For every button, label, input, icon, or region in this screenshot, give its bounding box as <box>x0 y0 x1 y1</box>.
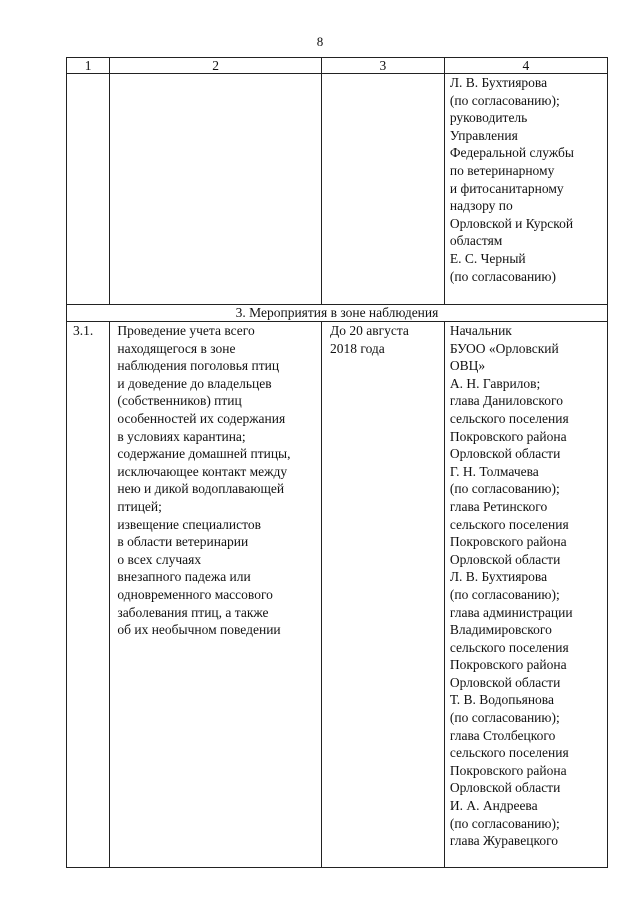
cell-deadline <box>322 74 445 305</box>
header-col-4: 4 <box>444 58 607 74</box>
table-header-row <box>67 58 608 74</box>
row-deadline: До 20 августа 2018 года <box>322 322 445 868</box>
row-responsible: Начальник БУОО «Орловский ОВЦ» А. Н. Гаврилов; глава Даниловского сельского поселения Покровского района Орловской области Г. Н. Толмачева (по согласованию); глава Ретинского сельского поселения Покровского района Орловской области Л. В. Бухтиярова (по согласованию); глава администрации Владимировского сельского поселения Покровского района Орловской области Т. В. Водопьянова (по согласованию); глава Столбецкого сельского поселения Покровского района Орловской области И. А. Андреева (по согласованию); глава Журавецкого <box>444 322 607 868</box>
row-measure: Проведение учета всего находящегося в зоне наблюдения поголовья птиц и доведение до владельцев (собственников) птиц особенностей их содержания в условиях карантина; содержание домашней птицы, исключающее контакт между нею и дикой водоплавающей птицей; извещение специалистов в области ветеринарии о всех случаях внезапного падежа или одновременного массового заболевания птиц, а также об их необычном поведении <box>110 322 322 868</box>
document-table <box>66 57 608 868</box>
page-number: 8 <box>316 34 324 49</box>
section-row <box>67 305 608 322</box>
table-row-3-1 <box>67 322 608 868</box>
header-col-1: 1 <box>67 58 110 74</box>
scan-noise <box>66 832 186 858</box>
row-number: 3.1. <box>67 322 110 868</box>
section-title: 3. Мероприятия в зоне наблюдения <box>67 305 608 322</box>
cell-measure <box>110 74 322 305</box>
cell-number <box>67 74 110 305</box>
header-col-3: 3 <box>322 58 445 74</box>
cell-responsible: Л. В. Бухтиярова (по согласованию); руководитель Управления Федеральной службы по ветеринарному и фитосанитарному надзору по Орловской и Курской областям Е. С. Черный (по согласованию) <box>444 74 607 305</box>
table-row-continuation <box>67 74 608 305</box>
header-col-2: 2 <box>110 58 322 74</box>
